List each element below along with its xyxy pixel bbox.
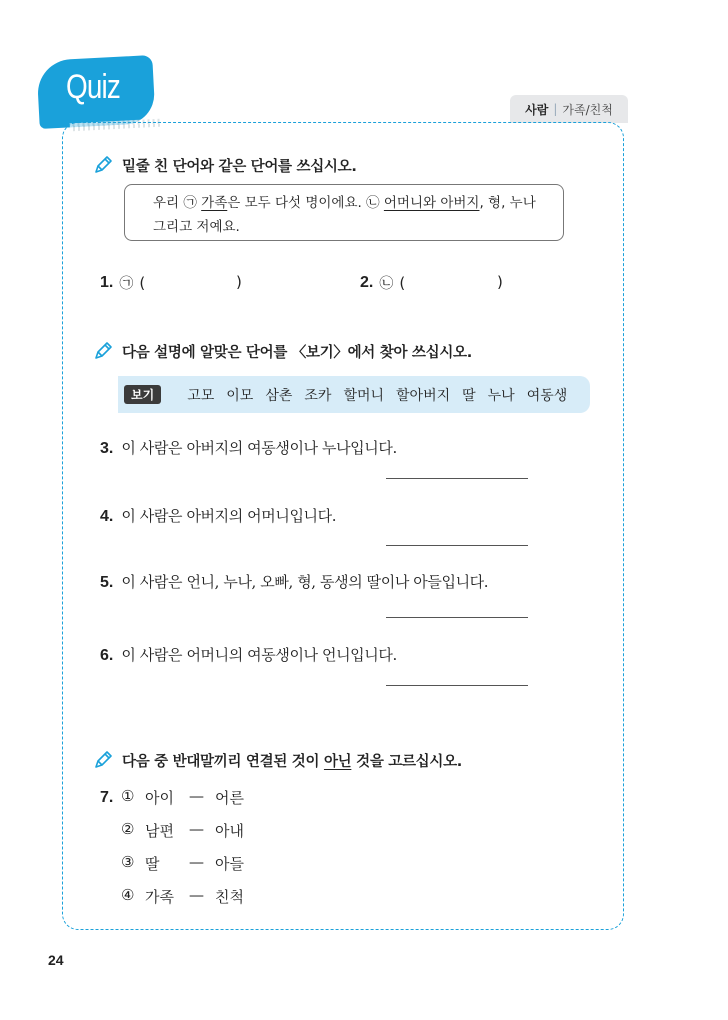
underlined-word-2: 어머니와 아버지 xyxy=(383,195,480,211)
category-main: 사람 xyxy=(525,102,549,117)
word-bank-word: 할아버지 xyxy=(396,387,451,404)
pencil-icon xyxy=(92,154,114,180)
category-tab xyxy=(510,95,628,123)
section1-instruction: 밑줄 친 단어와 같은 단어를 쓰십시오. xyxy=(122,159,357,175)
category-sub: 가족/친척 xyxy=(562,102,613,117)
word-bank-word: 할머니 xyxy=(343,387,385,404)
word-bank-word: 딸 xyxy=(462,387,476,404)
answer-line-3[interactable] xyxy=(386,478,528,479)
page-number: 24 xyxy=(48,952,64,968)
option-2[interactable]: ② 남편 — 아내 xyxy=(121,820,244,840)
word-bank-box xyxy=(118,376,590,413)
answer-blank-2[interactable] xyxy=(402,272,494,292)
answer-line-4[interactable] xyxy=(386,545,528,546)
question-4: 4. 이 사람은 아버지의 어머니입니다. xyxy=(100,507,337,525)
question-6: 6. 이 사람은 어머니의 여동생이나 언니입니다. xyxy=(100,646,397,664)
word-bank-word: 조카 xyxy=(304,387,332,404)
question-1: 1. ㉠ ( xyxy=(100,274,146,292)
underlined-word-1: 가족 xyxy=(201,195,228,211)
question-2: 2. ㉡ ( xyxy=(360,274,406,292)
pencil-icon xyxy=(92,340,114,366)
word-bank-words xyxy=(187,385,567,405)
option-4[interactable]: ④ 가족 — 친척 xyxy=(121,886,244,906)
word-bank-word: 고모 xyxy=(187,387,215,404)
word-bank-word: 누나 xyxy=(487,387,515,404)
answer-line-5[interactable] xyxy=(386,617,528,618)
section2-instruction: 다음 설명에 알맞은 단어를 〈보기〉에서 찾아 쓰십시오. xyxy=(122,345,472,361)
answer-blank-1[interactable] xyxy=(142,272,234,292)
option-1[interactable]: ① 아이 — 어른 xyxy=(121,787,244,807)
option-3[interactable]: ③ 딸 — 아들 xyxy=(121,853,244,873)
word-bank-label: 보기 xyxy=(124,385,161,404)
passage-line-2: 그리고 저예요. xyxy=(153,219,240,235)
passage-line-1: 우리 ㉠ 가족은 모두 다섯 명이에요. ㉡ 어머니와 아버지, 형, 누나 xyxy=(153,195,536,211)
word-bank-word: 여동생 xyxy=(526,387,568,404)
question-3: 3. 이 사람은 아버지의 여동생이나 누나입니다. xyxy=(100,439,397,457)
quiz-frame xyxy=(62,122,624,930)
quiz-title: Quiz xyxy=(66,68,121,106)
passage-box xyxy=(124,184,564,241)
section3-instruction: 다음 중 반대말끼리 연결된 것이 아닌 것을 고르십시오. xyxy=(122,754,463,770)
question-7-number: 7. xyxy=(100,789,114,806)
underlined-negation: 아닌 xyxy=(323,754,352,770)
category-separator: | xyxy=(553,102,558,116)
word-bank-word: 삼촌 xyxy=(265,387,293,404)
word-bank-word: 이모 xyxy=(226,387,254,404)
pencil-icon xyxy=(92,749,114,775)
question-5: 5. 이 사람은 언니, 누나, 오빠, 형, 동생의 딸이나 아들입니다. xyxy=(100,573,489,591)
answer-line-6[interactable] xyxy=(386,685,528,686)
